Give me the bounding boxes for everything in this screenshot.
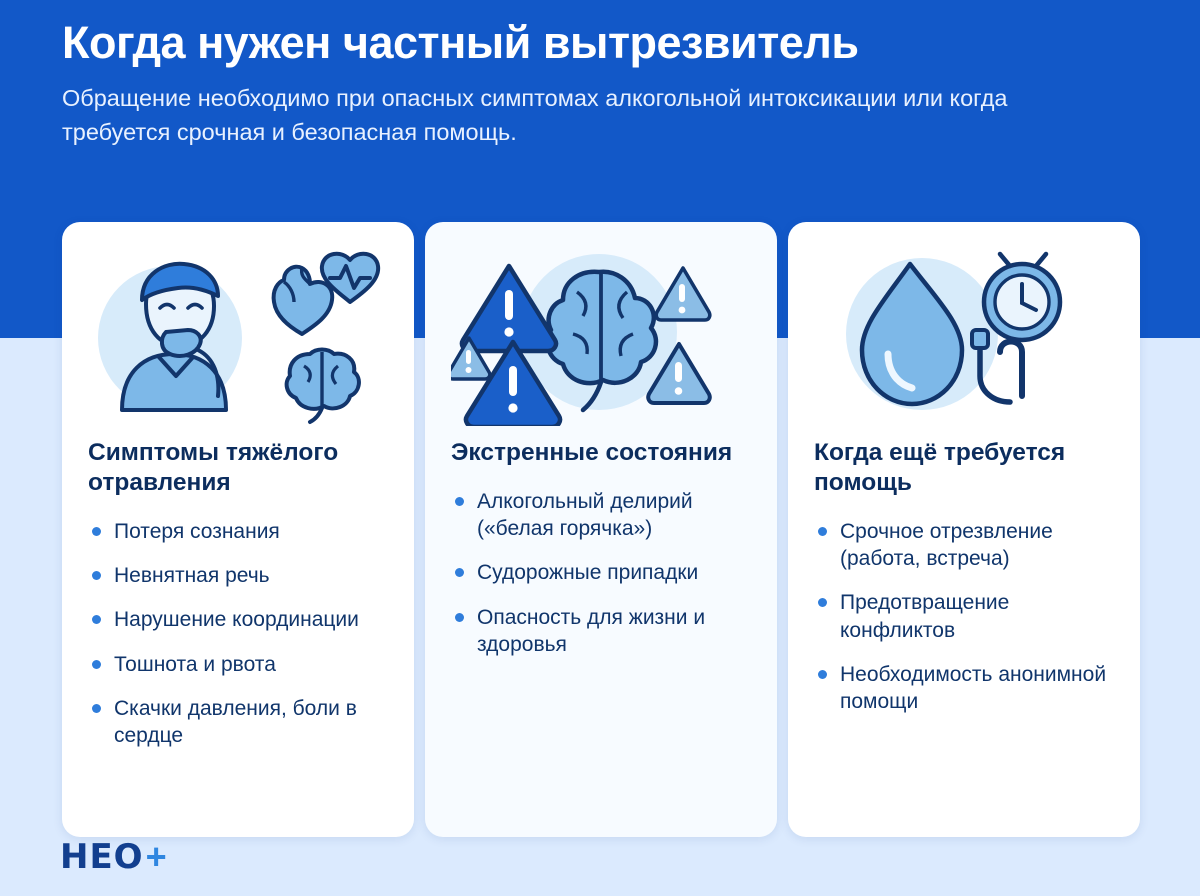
- card-bullet-list: [88, 518, 388, 767]
- list-item: Нарушение координации: [88, 606, 388, 633]
- list-item: Судорожные припадки: [451, 559, 751, 586]
- iv-drip-clock-icon: [814, 246, 1114, 426]
- card-title: Симптомы тяжёлого отравления: [88, 439, 339, 496]
- page-title: Когда нужен частный вытрезвитель: [62, 17, 859, 68]
- brand-logo: [60, 836, 167, 878]
- list-item: Опасность для жизни и здоровья: [451, 604, 751, 659]
- list-item: Скачки давления, боли в сердце: [88, 695, 388, 750]
- list-item: Тошнота и рвота: [88, 651, 388, 678]
- list-item: Невнятная речь: [88, 562, 388, 589]
- list-item: Предотвращение конфликтов: [814, 589, 1114, 644]
- card-bullet-list: [814, 518, 1114, 733]
- cards-row: [62, 222, 1140, 837]
- page-subtitle: Обращение необходимо при опасных симптомах алкогольной интоксикации или когда требуется срочная и безопасная помощь.: [62, 85, 1008, 145]
- card-title: Когда ещё требуется помощь: [814, 439, 1066, 496]
- header-text-block: [62, 18, 1152, 149]
- card-title: Экстренные состояния: [451, 439, 733, 466]
- brand-logo-plus-icon: +: [145, 836, 167, 877]
- card-bullet-list: [451, 488, 751, 675]
- brand-logo-text: НЕО: [60, 837, 144, 877]
- card-emergency-states: [425, 222, 777, 837]
- list-item: Алкогольный делирий («белая горячка»): [451, 488, 751, 543]
- list-item: Необходимость анонимной помощи: [814, 661, 1114, 716]
- card-severe-poisoning: [62, 222, 414, 837]
- card-other-help-cases: [788, 222, 1140, 837]
- list-item: Срочное отрезвление (работа, встреча): [814, 518, 1114, 573]
- sick-man-heart-brain-pulse-icon: [88, 246, 388, 426]
- list-item: Потеря сознания: [88, 518, 388, 545]
- brain-warning-triangles-icon: [451, 246, 751, 426]
